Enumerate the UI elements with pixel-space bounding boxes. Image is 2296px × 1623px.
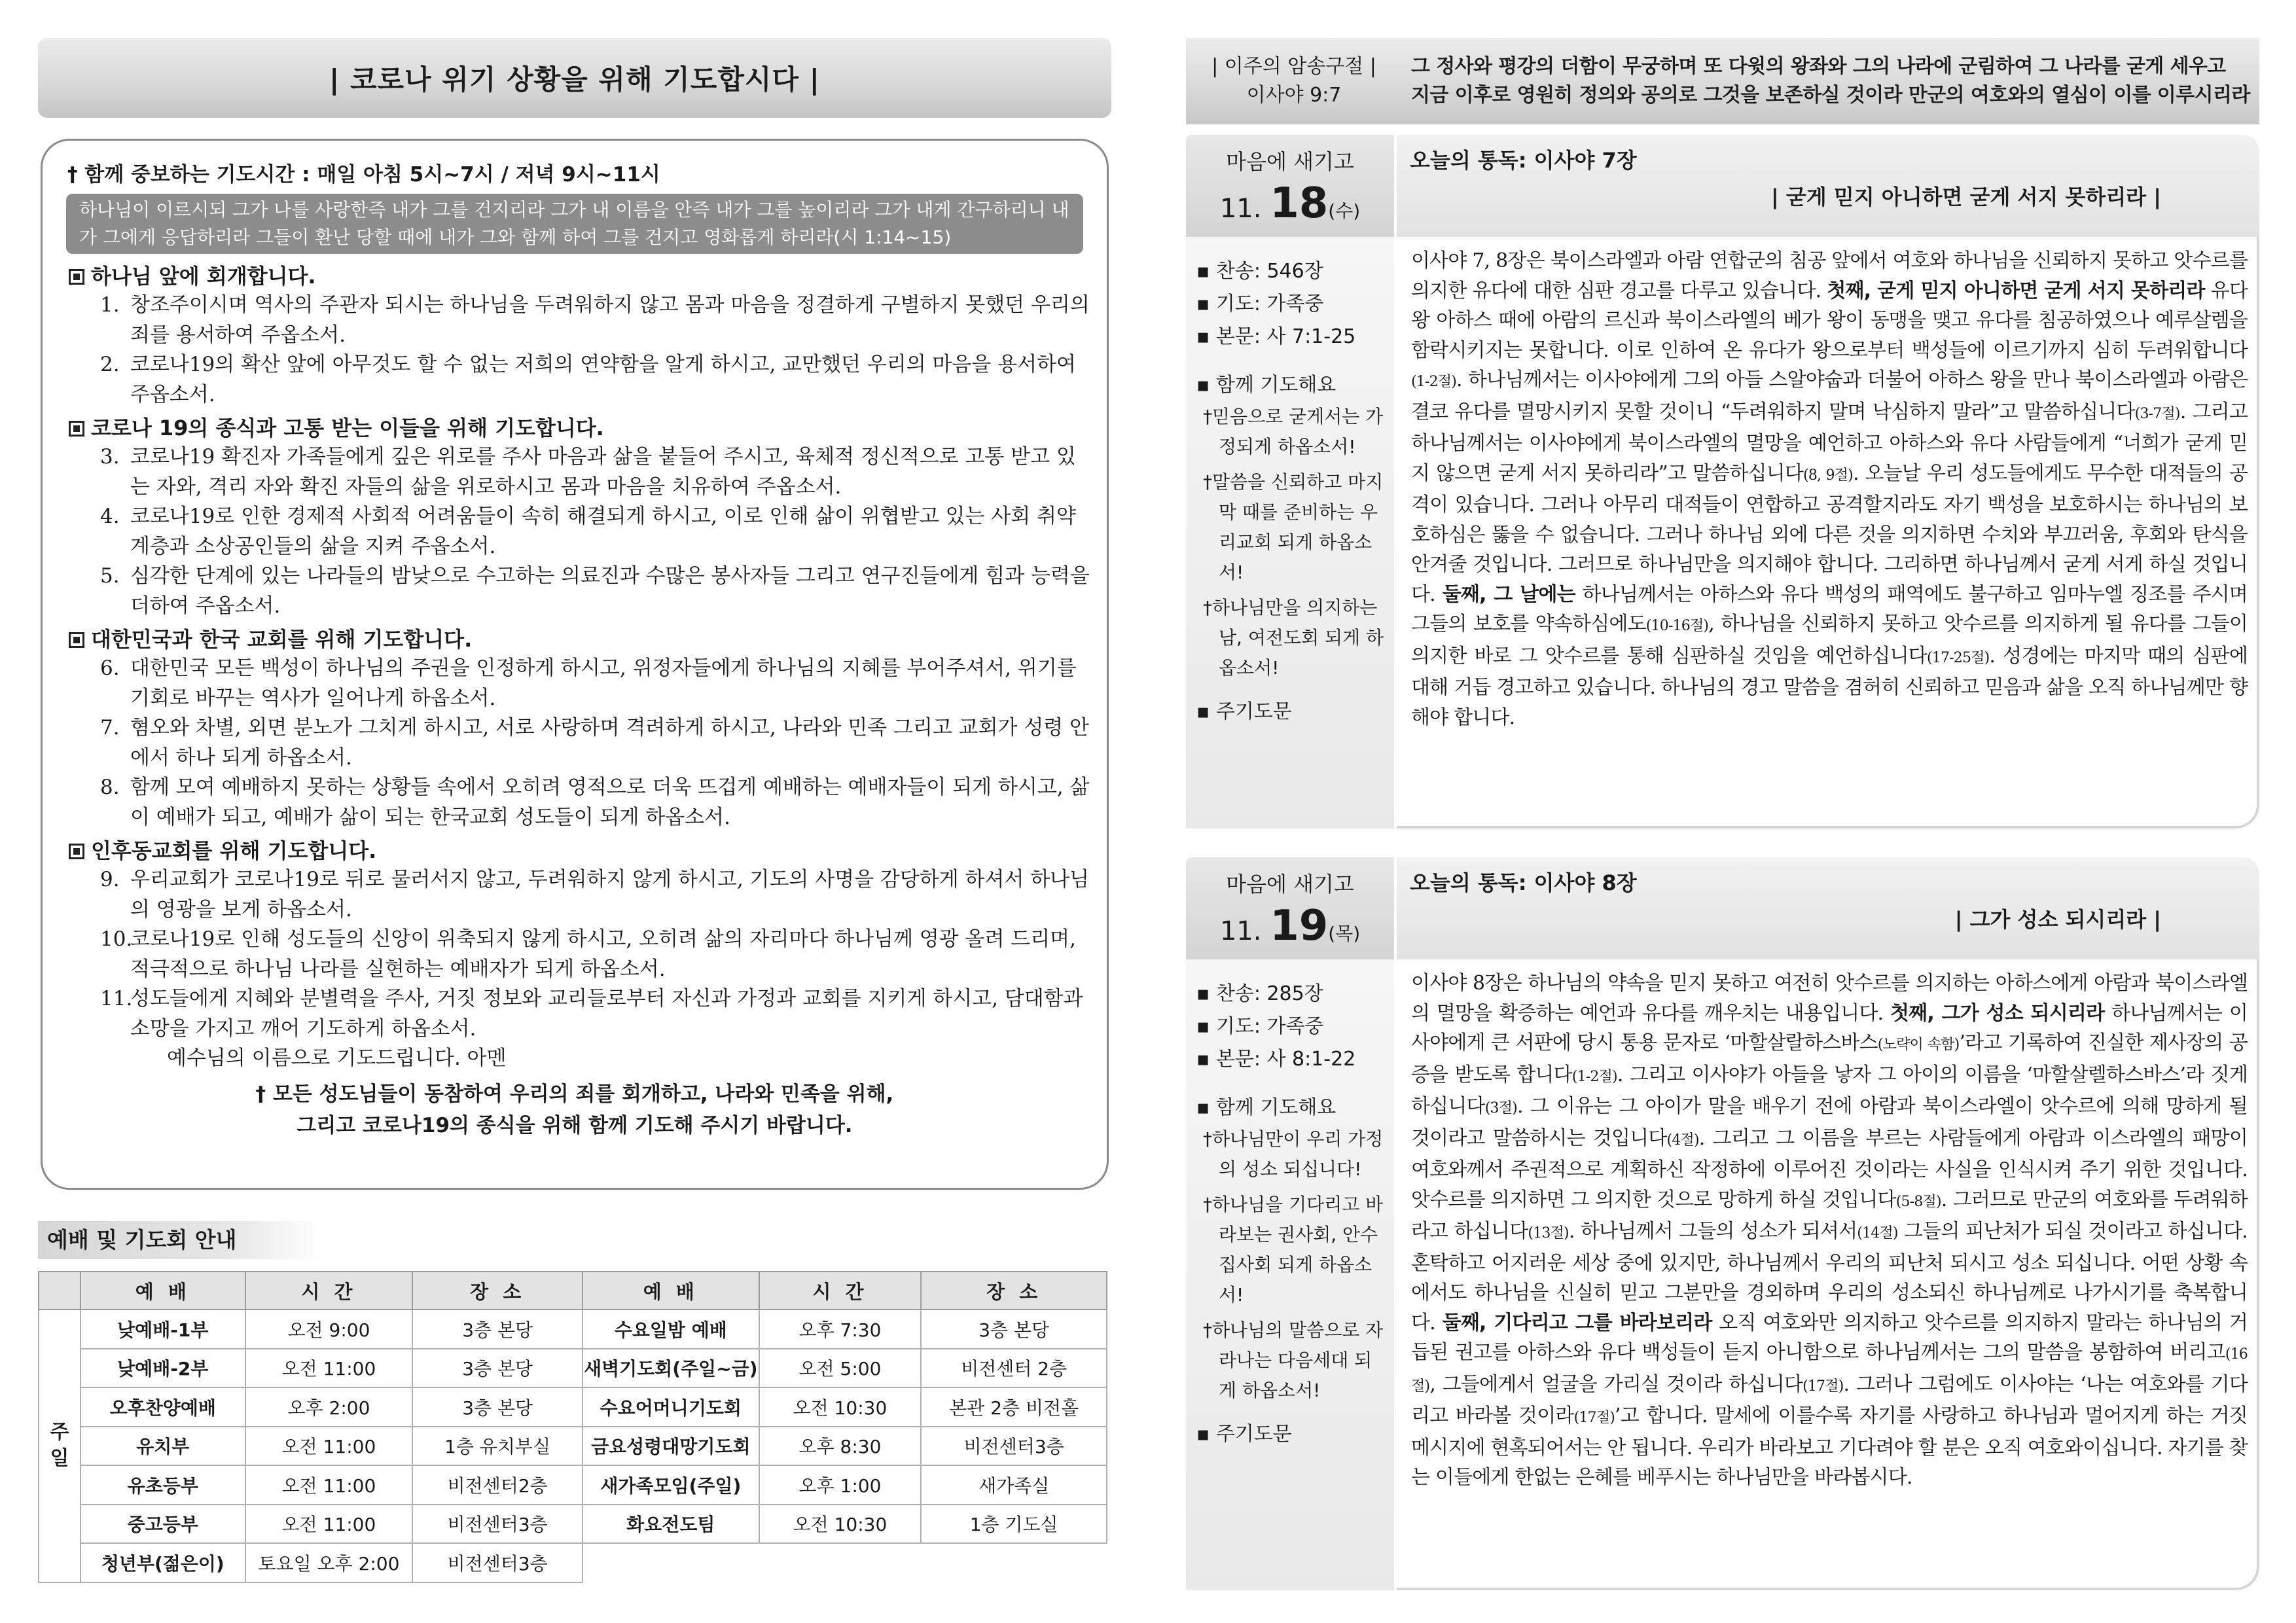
table-header-row <box>39 1272 1107 1310</box>
devotion-body <box>1397 237 2259 829</box>
prayer-item-number: 9. <box>100 868 120 891</box>
lords-prayer: ▪ 주기도문 <box>1196 1423 1292 1446</box>
table-cell: 오전 5:00 <box>759 1349 922 1388</box>
hymn: ▪ 찬송: 285장 <box>1196 982 1323 1005</box>
memory-verse-label-title: | 이주의 암송구절 | <box>1211 55 1376 78</box>
table-cell: 오후 1:00 <box>759 1465 922 1505</box>
closing-prayer: 예수님의 이름으로 기도드립니다. 아멘 <box>167 1046 507 1070</box>
table-cell: 오전 10:30 <box>759 1387 922 1427</box>
table-cell: 낮예배-2부 <box>81 1349 245 1388</box>
daily-devotion-block <box>1186 135 2259 829</box>
table-cell: 오후 2:00 <box>245 1387 413 1427</box>
prayer-item <box>57 925 1092 984</box>
day-sidebar <box>1186 237 1394 829</box>
table-cell: 오전 9:00 <box>245 1310 413 1349</box>
worship-schedule-table <box>38 1271 1107 1583</box>
table-cell: 비전센터3층 <box>921 1427 1107 1466</box>
section-heading-text: 하나님 앞에 회개합니다. <box>91 264 316 289</box>
prayer-item-text: 심각한 단계에 있는 나라들의 밤낮으로 수고하는 의료진과 수많은 봉사자들 그리고 연구진들에게 힘과 능력을 더하여 주옵소서. <box>130 564 1090 618</box>
table-cell: 오전 11:00 <box>245 1505 413 1544</box>
prayer-sections <box>57 262 1092 1044</box>
day-date <box>1186 179 1394 228</box>
table-cell <box>759 1543 922 1582</box>
table-cell: 오후 8:30 <box>759 1427 922 1466</box>
prayer-item <box>57 350 1092 410</box>
square-bullet-icon <box>69 632 84 648</box>
pray-together-heading: ▪ 함께 기도해요 <box>1196 374 1336 397</box>
devotion-text: 이사야 8장은 하나님의 약속을 믿지 못하고 여전히 앗수르를 의지하는 아하스에게 아람과 북이스라엘의 멸망을 확증하는 예언과 유다를 깨우치는 내용입니다. 첫째, 그가 성소 되시리라 하나님께서는 이사야에게 큰 서판에 당시 통용 문자로 ‘마할살랄하스바스(노략이 속함)’라고 기록하여 진실한 제사장의 공증을 받도록 합니다(1-2절). 그리고 이사야가 아들을 낳자 그 아이의 이름을 ‘마할살렐하스바스’라 짓게 하십니다(3절). 그 이유는 그 아이가 말을 배우기 전에 아람과 북이스라엘이 앗수르에 의해 망하게 될 것이라고 말씀하시는 것입니다(4절). 그리고 그 이름을 부르는 사람들에게 아람과 이스라엘의 패망이 여호와께서 주권적으로 계획하신 작정하에 이루어진 것이라는 사실을 인식시켜 주기 위한 것입니다. 앗수르를 의지하면 그 의지한 것으로 망하게 하실 것입니다(5-8절). 그러므로 만군의 여호와를 두려워하라고 하십니다(13절). 하나님께서 그들의 성소가 되셔서(14절) 그들의 피난처가 되실 것이라고 하십니다. 혼탁하고 어지러운 세상 중에 있지만, 하나님께서 우리의 피난처 되시고 성소 되십니다. 어떤 상황 속에서도 하나님을 신실히 믿고 그분만을 경외하며 우리의 성소되신 하나님께로 나가시기를 축복합니다. 둘째, 기다리고 그를 바라보리라 오직 여호와만 의지하고 앗수르를 의지하지 말라는 하나님의 거듭된 권고를 아하스와 유다 백성들이 듣지 아니함으로 하나님께서는 그의 말씀을 봉함하여 버리고(16절), 그들에게서 얼굴을 가리실 것이라 하십니다(17절). 그러나 그럼에도 이사야는 ‘나는 여호와를 기다리고 바라볼 것이라(17절)’고 합니다. 말세에 이를수록 자기를 사랑하고 하나님과 멀어지게 하는 거짓 메시지에 현혹되어서는 안 됩니다. 우리가 바라보고 기다려야 할 분은 오직 여호와이십니다. 자기를 찾는 이들에게 한없는 은혜를 베푸시는 하나님만을 바라봅시다. <box>1411 972 2248 1489</box>
day-label: 마음에 새기고 <box>1226 872 1354 897</box>
table-cell: 3층 본당 <box>412 1349 583 1388</box>
prayer-item-text: 코로나19로 인한 경제적 사회적 어려움들이 속히 해결되게 하시고, 이로 인해 삶이 위협받고 있는 사회 취약 계층과 소상공인들의 삶을 지켜 주옵소서. <box>130 505 1076 558</box>
prayer-item-number: 7. <box>100 716 120 740</box>
table-cell: 본관 2층 비전홀 <box>921 1387 1107 1427</box>
day-date <box>1186 902 1394 950</box>
prayer-item-text: 함께 모여 예배하지 못하는 상황들 속에서 오히려 영적으로 더욱 뜨겁게 예배하는 예배자들이 되게 하시고, 삶이 예배가 되고, 예배가 삶이 되는 한국교회 성도들이 되게 하옵소서. <box>130 776 1090 829</box>
table-cell: 3층 본당 <box>412 1310 583 1349</box>
prayer-item <box>57 865 1092 925</box>
table-cell: 금요성령대망기도회 <box>583 1427 759 1466</box>
table-cell <box>921 1543 1107 1582</box>
prayer-time: † 함께 중보하는 기도시간 : 매일 아침 5시~7시 / 저녁 9시~11시 <box>67 163 660 187</box>
table-row <box>39 1427 1107 1466</box>
day-theme: | 그가 성소 되시리라 | <box>1954 907 2161 932</box>
prayer-item-number: 1. <box>100 293 120 317</box>
day-theme: | 굳게 믿지 아니하면 굳게 서지 못하리라 | <box>1771 185 2161 209</box>
prayer-item-number: 8. <box>100 776 120 799</box>
today-reading: 오늘의 통독: 이사야 8장 <box>1410 870 1637 895</box>
table-row <box>39 1310 1107 1349</box>
devotion-body <box>1397 959 2259 1590</box>
table-cell: 비전센터3층 <box>412 1505 583 1544</box>
memory-verse-label <box>1186 52 1402 110</box>
day-date-header <box>1186 135 1394 237</box>
prayer-item-number: 10. <box>100 927 133 951</box>
section-heading-text: 코로나 19의 종식과 고통 받는 이들을 위해 기도합니다. <box>91 416 604 440</box>
table-cell: 오전 11:00 <box>245 1427 413 1466</box>
prayer-request: †하나님을 기다리고 바라보는 권사회, 안수집사회 되게 하옵소서! <box>1203 1194 1384 1306</box>
table-row <box>39 1387 1107 1427</box>
table-header: 시 간 <box>245 1272 413 1310</box>
prayer-request: †하나님만을 의지하는 남, 여전도회 되게 하옵소서! <box>1203 597 1384 679</box>
day-number: 18 <box>1270 179 1329 228</box>
prayer-request: †말씀을 신뢰하고 마지막 때를 준비하는 우리교회 되게 하옵소서! <box>1203 471 1384 583</box>
table-cell: 오후찬양예배 <box>81 1387 245 1427</box>
day-number: 19 <box>1270 902 1329 950</box>
prayer-item <box>57 773 1092 832</box>
table-row <box>39 1505 1107 1544</box>
lords-prayer: ▪ 주기도문 <box>1196 700 1292 723</box>
memory-verse-bar <box>1186 38 2259 124</box>
square-bullet-icon <box>69 421 84 437</box>
table-cell: 낮예배-1부 <box>81 1310 245 1349</box>
day-date-header <box>1186 857 1394 959</box>
table-cell: 화요전도팀 <box>583 1505 759 1544</box>
prayer-item-text: 코로나19의 확산 앞에 아무것도 할 수 없는 저희의 연약함을 알게 하시고, 교만했던 우리의 마음을 용서하여 주옵소서. <box>130 353 1076 406</box>
day-of-week: (목) <box>1328 923 1361 944</box>
prayer-item-number: 5. <box>100 564 120 588</box>
prayer-item-text: 우리교회가 코로나19로 뒤로 물러서지 않고, 두려워하지 않게 하시고, 기도의 사명을 감당하게 하셔서 하나님의 영광을 보게 하옵소서. <box>130 868 1090 921</box>
prayer-request-list <box>1196 1124 1388 1406</box>
table-cell: 1층 기도실 <box>921 1505 1107 1544</box>
table-row <box>39 1349 1107 1388</box>
prayer-item <box>57 984 1092 1044</box>
table-header: 예 배 <box>583 1272 759 1310</box>
table-cell: 비전센터 2층 <box>921 1349 1107 1388</box>
text-reference: ▪ 본문: 사 7:1-25 <box>1196 325 1356 348</box>
hymn: ▪ 찬송: 546장 <box>1196 260 1323 283</box>
worship-schedule-label: 예배 및 기도회 안내 <box>38 1221 321 1259</box>
table-cell: 중고등부 <box>81 1505 245 1544</box>
table-header: 예 배 <box>81 1272 245 1310</box>
day-label: 마음에 새기고 <box>1226 149 1354 174</box>
table-cell: 새가족실 <box>921 1465 1107 1505</box>
table-cell: 비전센터2층 <box>412 1465 583 1505</box>
table-cell: 청년부(젊은이) <box>81 1543 245 1582</box>
table-cell: 오전 10:30 <box>759 1505 922 1544</box>
table-cell: 오전 11:00 <box>245 1349 413 1388</box>
day-month: 11. <box>1219 194 1262 224</box>
table-cell <box>583 1543 759 1582</box>
prayer-request: †하나님의 말씀으로 자라나는 다음세대 되게 하옵소서! <box>1203 1319 1384 1401</box>
day-reading-header <box>1397 857 2259 959</box>
daily-devotion-block <box>1186 857 2259 1590</box>
section-heading <box>57 836 1092 865</box>
table-row <box>39 1543 1107 1582</box>
prayer-item-text: 성도들에게 지혜와 분별력을 주사, 거짓 정보와 교리들로부터 자신과 가정과 교회를 지키게 하시고, 담대함과 소망을 가지고 깨어 기도하게 하옵소서. <box>130 987 1083 1041</box>
section-heading <box>57 414 1092 442</box>
table-header-corner <box>39 1272 81 1310</box>
prayer-item <box>57 654 1092 713</box>
section-heading-text: 인후동교회를 위해 기도합니다. <box>91 838 377 863</box>
day-of-week: (수) <box>1328 200 1361 222</box>
final-note-line-1: † 모든 성도님들이 동참하여 우리의 죄를 회개하고, 나라와 민족을 위해, <box>255 1082 894 1106</box>
sunday-side-label: 주 일 <box>39 1310 81 1582</box>
prayer-item-number: 6. <box>100 656 120 680</box>
prayer-item-number: 2. <box>100 353 120 376</box>
memory-verse-reference: 이사야 9:7 <box>1246 84 1342 107</box>
prayer-item <box>57 562 1092 621</box>
table-cell: 3층 본당 <box>921 1310 1107 1349</box>
square-bullet-icon <box>69 269 84 285</box>
prayer-request-list <box>1196 402 1388 683</box>
prayer-item-number: 4. <box>100 505 120 528</box>
table-row <box>39 1465 1107 1505</box>
prayer-item <box>57 502 1092 562</box>
day-reading-header <box>1397 135 2259 237</box>
prayer-leader: ▪ 기도: 가족중 <box>1196 1015 1324 1038</box>
prayer-item-text: 코로나19로 인해 성도들의 신앙이 위축되지 않게 하시고, 오히려 삶의 자리마다 하나님께 영광 올려 드리며, 적극적으로 하나님 나라를 실현하는 예배자가 되게 하옵소서. <box>130 927 1076 981</box>
prayer-item-text: 코로나19 확진자 가족들에게 깊은 위로를 주사 마음과 삶을 붙들어 주시고, 육체적 정신적으로 고통 받고 있는 자와, 격리 자와 확진 자들의 삶을 위로하시고 몸과 마음을 치유하여 주옵소서. <box>130 445 1076 499</box>
table-cell: 수요일밤 예배 <box>583 1310 759 1349</box>
table-cell: 비전센터3층 <box>412 1543 583 1582</box>
prayer-item-text: 창조주이시며 역사의 주관자 되시는 하나님을 두려워하지 않고 몸과 마음을 정결하게 구별하지 못했던 우리의 죄를 용서하여 주옵소서. <box>130 293 1090 347</box>
table-cell: 토요일 오후 2:00 <box>245 1543 413 1582</box>
prayer-item-number: 3. <box>100 445 120 469</box>
text-reference: ▪ 본문: 사 8:1-22 <box>1196 1048 1356 1071</box>
day-month: 11. <box>1219 916 1262 946</box>
today-reading: 오늘의 통독: 이사야 7장 <box>1410 148 1637 173</box>
memory-verse-text: 그 정사와 평강의 더함이 무궁하며 또 다윗의 왕좌와 그의 나라에 군림하여 그 나라를 굳게 세우고 지금 이후로 영원히 정의와 공의로 그것을 보존하실 것이라 만군의 여호와의 열심이 이를 이루시리라 <box>1411 55 2250 107</box>
prayer-item-text: 혐오와 차별, 외면 분노가 그치게 하시고, 서로 사랑하며 격려하게 하시고, 나라와 민족 그리고 교회가 성령 안에서 하나 되게 하옵소서. <box>130 716 1090 770</box>
devotion-text: 이사야 7, 8장은 북이스라엘과 아람 연합군의 침공 앞에서 여호와 하나님을 신뢰하지 못하고 앗수르를 의지한 유다에 대한 심판 경고를 다루고 있습니다. 첫째, 굳게 믿지 아니하면 굳게 서지 못하리라 유다왕 아하스 때에 아람의 르신과 북이스라엘의 베가 왕이 동맹을 맺고 유다를 침공하였으나 예루살렘을 함락시키지는 못합니다. 이로 인하여 온 유다가 왕으로부터 백성들에 이르기까지 심히 두려워합니다(1-2절). 하나님께서는 이사야에게 그의 아들 스알야숩과 더불어 아하스 왕을 만나 북이스라엘과 아람은 결코 유다를 멸망시키지 못할 것이니 “두려워하지 말며 낙심하지 말라”고 말씀하십니다(3-7절). 그리고 하나님께서는 이사야에게 북이스라엘의 멸망을 예언하고 아하스와 유다 사람들에게 “너희가 굳게 믿지 않으면 굳게 서지 못하리라”고 말씀하십니다(8, 9절). 오늘날 우리 성도들에게도 무수한 대적들의 공격이 있습니다. 그러나 아무리 대적들이 연합하고 공격할지라도 자기 백성을 보호하시는 하나님의 보호하심은 뚫을 수 없습니다. 그러나 하나님 외에 다른 것을 의지하면 수치와 부끄러움, 후회와 탄식을 안겨줄 것입니다. 그러므로 하나님만을 의지해야 합니다. 그리하면 하나님께서 굳게 서게 하실 것입니다. 둘째, 그 날에는 하나님께서는 아하스와 유다 백성의 패역에도 불구하고 임마누엘 징조를 주시며 그들의 보호를 약속하심에도(10-16절), 하나님을 신뢰하지 못하고 앗수르를 의지하게 될 유다를 그들이 의지한 바로 그 앗수르를 통해 심판하실 것임을 예언하십니다(17-25절). 성경에는 마지막 때의 심판에 대해 거듭 경고하고 있습니다. 하나님의 경고 말씀을 겸허히 신뢰하고 믿음과 삶을 오직 하나님께만 향해야 합니다. <box>1411 249 2248 729</box>
prayer-item <box>57 291 1092 350</box>
section-heading <box>57 262 1092 291</box>
table-cell: 오전 11:00 <box>245 1465 413 1505</box>
square-bullet-icon <box>69 844 84 859</box>
day-sidebar <box>1186 959 1394 1590</box>
page-title: | 코로나 위기 상황을 위해 기도합시다 | <box>38 38 1111 118</box>
table-cell: 3층 본당 <box>412 1387 583 1427</box>
prayer-request: †믿음으로 굳게서는 가정되게 하옵소서! <box>1203 406 1384 457</box>
scripture-verse: 하나님이 이르시되 그가 나를 사랑한즉 내가 그를 건지리라 그가 내 이름을 안즉 내가 그를 높이리라 그가 내게 간구하리니 내가 그에게 응답하리라 그들이 환난 당할 때에 내가 그와 함께 하여 그를 건지고 영화롭게 하리라(시 1:14~15) <box>66 194 1083 254</box>
prayer-item <box>57 713 1092 773</box>
prayer-item-text: 대한민국 모든 백성이 하나님의 주권을 인정하게 하시고, 위정자들에게 하나님의 지혜를 부어주셔서, 위기를 기회로 바꾸는 역사가 일어나게 하옵소서. <box>130 656 1077 710</box>
prayer-request: †하나님만이 우리 가정의 성소 되십니다! <box>1203 1128 1384 1180</box>
table-cell: 1층 유치부실 <box>412 1427 583 1466</box>
prayer-item <box>57 442 1092 502</box>
table-header: 시 간 <box>759 1272 922 1310</box>
table-header: 장 소 <box>921 1272 1107 1310</box>
table-cell: 새가족모임(주일) <box>583 1465 759 1505</box>
table-cell: 수요어머니기도회 <box>583 1387 759 1427</box>
final-note-line-2: 그리고 코로나19의 종식을 위해 함께 기도해 주시기 바랍니다. <box>296 1114 853 1137</box>
pray-together-heading: ▪ 함께 기도해요 <box>1196 1096 1336 1119</box>
table-header: 장 소 <box>412 1272 583 1310</box>
table-cell: 새벽기도회(주일~금) <box>583 1349 759 1388</box>
table-cell: 유초등부 <box>81 1465 245 1505</box>
section-heading <box>57 625 1092 654</box>
section-heading-text: 대한민국과 한국 교회를 위해 기도합니다. <box>91 627 473 652</box>
prayer-leader: ▪ 기도: 가족중 <box>1196 293 1324 315</box>
final-note <box>57 1079 1092 1141</box>
prayer-guide-box <box>41 139 1109 1190</box>
table-cell: 오후 7:30 <box>759 1310 922 1349</box>
prayer-item-number: 11. <box>100 987 133 1010</box>
table-cell: 유치부 <box>81 1427 245 1466</box>
